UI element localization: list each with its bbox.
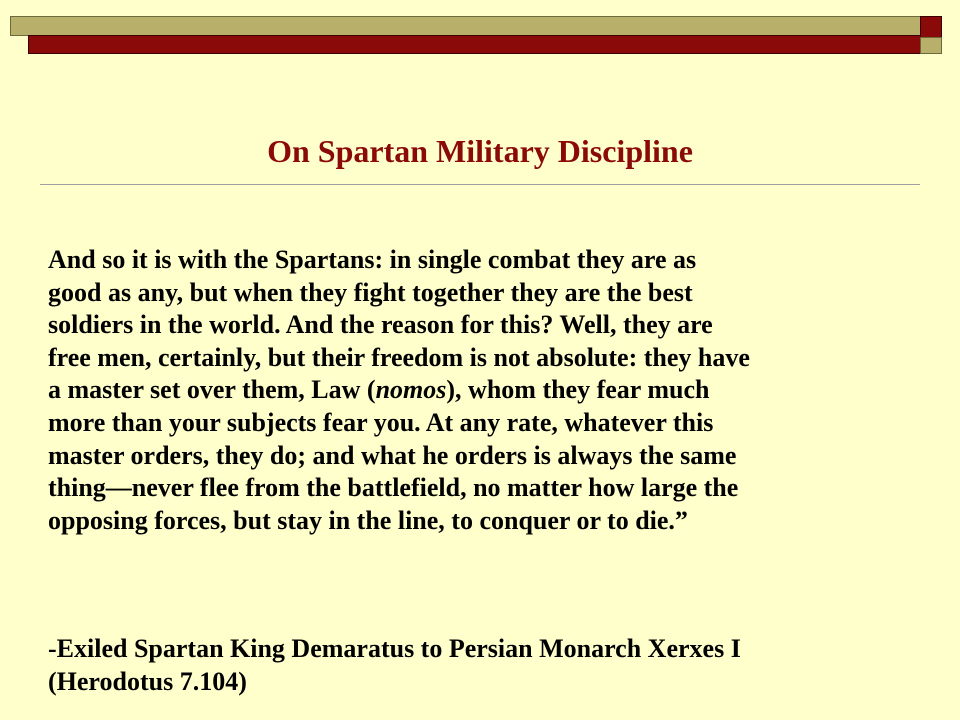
attribution (48, 632, 928, 698)
attribution-line: -Exiled Spartan King Demaratus to Persian Monarch Xerxes I (48, 634, 741, 663)
quote-line: more than your subjects fear you. At any rate, whatever this (48, 407, 714, 437)
quote-line: free men, certainly, but their freedom is not absolute: they have (48, 342, 750, 372)
attribution-line: (Herodotus 7.104) (48, 667, 247, 696)
corner-red-square (920, 16, 942, 38)
quote-line: master orders, they do; and what he orders is always the same (48, 440, 737, 470)
quote-emphasis: nomos (375, 375, 447, 405)
quote-line: good as any, but when they fight together they are the best (48, 277, 693, 307)
top-red-bar (28, 35, 931, 54)
title-divider (40, 184, 920, 185)
slide-title: On Spartan Military Discipline (267, 133, 693, 169)
corner-olive-square (920, 37, 942, 54)
quote-line: And so it is with the Spartans: in single combat they are as (48, 245, 697, 274)
quote-line: soldiers in the world. And the reason for this? Well, they are (48, 310, 713, 340)
top-olive-bar (10, 16, 931, 36)
quote-text (48, 244, 928, 537)
quote-line: a master set over them, Law (nomos), whom they fear much (48, 375, 710, 405)
quote-line: thing—never flee from the battlefield, no matter how large the (48, 473, 739, 503)
quote-line: opposing forces, but stay in the line, to conquer or to die.” (48, 505, 688, 535)
